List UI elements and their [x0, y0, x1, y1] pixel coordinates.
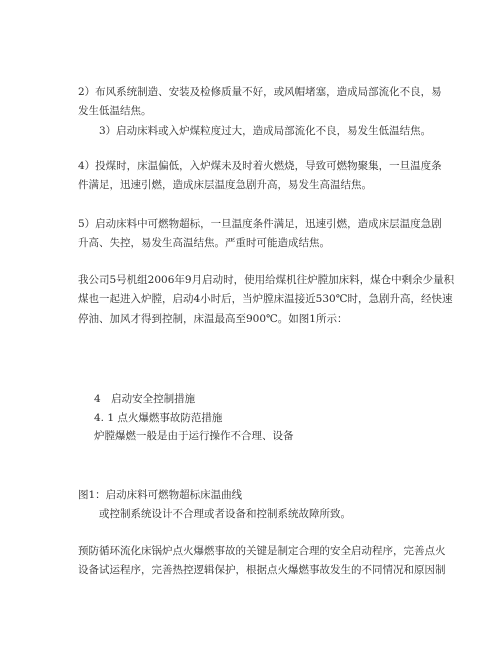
paragraph-4-line-1: 4）投煤时，床温偏低，入炉煤未及时着火燃烧，导致可燃物聚集，一旦温度条 — [78, 160, 442, 172]
section-4-1-heading: 4. 1 点火爆燃事故防范措施 — [94, 412, 223, 424]
paragraph-2-line-1: 2）布风系统制造、安装及检修质量不好，或风帽堵塞，造成局部流化不良，易 — [78, 86, 442, 98]
paragraph-6-line-1: 我公司5号机组2006年9月启动时，使用给煤机往炉膛加床料，煤仓中剩余少量积 — [78, 274, 455, 286]
section-4-1-body-continued: 或控制系统设计不合理或者设备和控制系统故障所致。 — [99, 508, 351, 520]
paragraph-4-line-2: 件满足，迅速引燃，造成床层温度急剧升高，易发生高温结焦。 — [78, 179, 372, 191]
paragraph-5-line-1: 5）启动床料中可燃物超标，一旦温度条件满足，迅速引燃，造成床层温度急剧 — [78, 218, 442, 230]
paragraph-6-line-2: 煤也一起进入炉膛，启动4小时后，当炉膛床温接近530℃时，急剧升高，经快速 — [78, 293, 453, 305]
section-4-1-body: 炉膛爆燃一般是由于运行操作不合理、设备 — [94, 430, 294, 442]
paragraph-6-line-3: 停油、加风才得到控制，床温最高至900℃。如图1所示： — [78, 313, 348, 325]
paragraph-5-line-2: 升高、失控，易发生高温结焦。严重时可能造成结焦。 — [78, 237, 330, 249]
paragraph-7-line-1: 预防循环流化床锅炉点火爆燃事故的关键是制定合理的安全启动程序，完善点火 — [78, 545, 446, 557]
figure-caption: 图1：启动床料可燃物超标床温曲线 — [78, 489, 243, 501]
paragraph-7-line-2: 设备试运程序，完善热控逻辑保护，根据点火爆燃事故发生的不同情况和原因制 — [78, 564, 446, 576]
section-4-heading: 4 启动安全控制措施 — [94, 393, 196, 405]
paragraph-3: 3）启动床料或入炉煤粒度过大，造成局部流化不良，易发生低温结焦。 — [99, 125, 432, 137]
paragraph-2-line-2: 发生低温结焦。 — [78, 105, 152, 117]
